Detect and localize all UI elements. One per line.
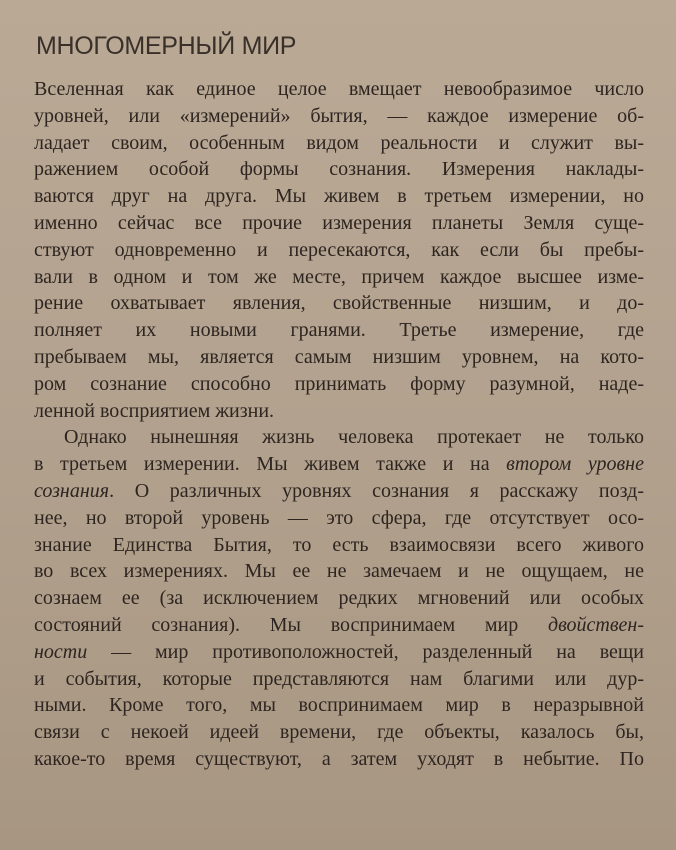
body-text [34,76,644,773]
italic-phrase: двойствен- [548,613,644,636]
text-line: ности — мир противоположностей, разделенный на вещи [34,640,644,663]
text-line: полняет их новыми гранями. Третье измерение, где [34,319,644,342]
section-heading: МНОГОМЕРНЫЙ МИР [36,32,297,60]
text-line: Однако нынешняя жизнь человека протекает не только [64,426,644,449]
text-line: ром сознание способно принимать форму разумной, наде- [34,372,644,395]
text-line: Вселенная как единое целое вмещает невообразимое число [34,78,644,100]
text-line: ражением особой формы сознания. Измерения наклады- [34,158,644,181]
italic-phrase: втором уровне [506,453,644,476]
text-line: в третьем измерении. Мы живем также и на втором уровне [34,453,644,476]
text-line: знание Единства Бытия, то есть взаимосвязи всего живого [34,533,644,556]
text-line: состояний сознания). Мы воспринимаем мир двойствен- [34,613,644,636]
text-line: сознаем ее (за исключением редких мгновений или особых [34,587,644,610]
text-line: уровней, или «измерений» бытия, — каждое измерение об- [34,104,644,127]
text-line: ленной восприятием жизни. [34,399,275,422]
text-line: какое-то время существуют, а затем уходят в небытие. По [34,747,644,770]
paragraph-2 [34,424,644,772]
italic-phrase: ности [34,640,88,663]
text-line: сознания. О различных уровнях сознания я расскажу позд- [34,479,644,502]
text-line: во всех измерениях. Мы ее не замечаем и не ощущаем, не [34,560,644,583]
text-line: нее, но второй уровень — это сфера, где отсутствует осо- [34,506,644,529]
italic-phrase: сознания [34,479,110,502]
text-line: ными. Кроме того, мы воспринимаем мир в неразрывной [34,694,644,717]
text-line: ваются друг на друга. Мы живем в третьем измерении, но [34,185,644,208]
text-line: пребываем мы, является самым низшим уровнем, на кото- [34,345,644,368]
text-line: ладает своим, особенным видом реальности и служит вы- [34,131,644,154]
text-line: и события, которые представляются нам благими или дур- [34,667,644,690]
text-line: ствуют одновременно и пересекаются, как если бы пребы- [34,238,644,261]
paragraph-1 [34,76,644,424]
text-line: вали в одном и том же месте, причем каждое высшее изме- [34,265,644,288]
text-line: именно сейчас все прочие измерения планеты Земля суще- [34,211,644,234]
text-line: связи с некоей идеей времени, где объекты, казалось бы, [34,721,644,744]
text-line: рение охватывает явления, свойственные низшим, и до- [34,292,644,315]
